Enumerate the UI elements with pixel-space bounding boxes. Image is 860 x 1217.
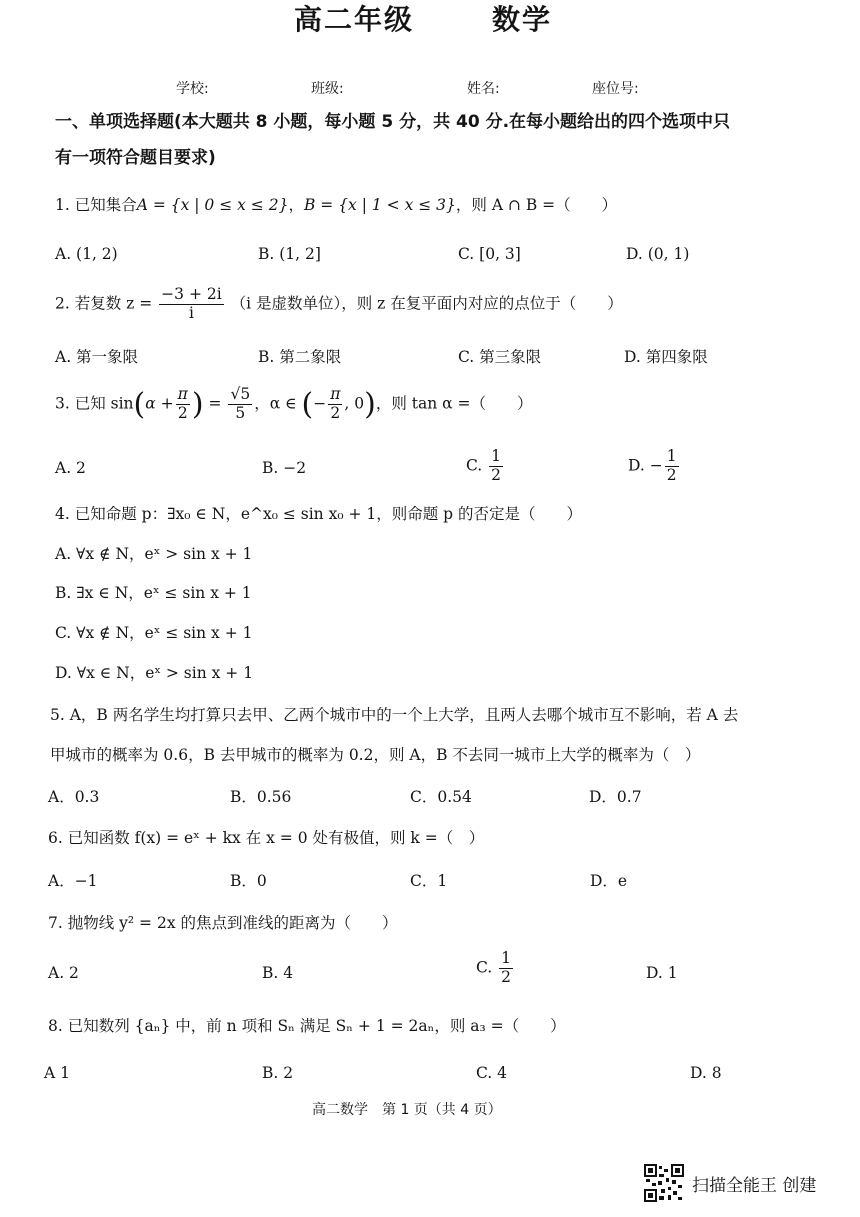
question-8-option-b: B. 2	[262, 1064, 294, 1082]
question-6-option-d: D．e	[590, 872, 628, 890]
question-2-stem: 2. 若复数 z = $\frac{-3 + 2i}{i}$ （i 是虚数单位），则 z 在复平面内对应的点位于（ ）	[55, 285, 623, 322]
question-5-option-b: B．0.56	[230, 788, 292, 806]
question-5-option-c: C．0.54	[410, 788, 472, 806]
question-3-option-d: D. − $\frac{1}{2}$	[628, 447, 677, 484]
question-4-option-b: B. ∃x ∈ N，eˣ ≤ sin x + 1	[55, 584, 252, 602]
school-field-label: 学校:	[176, 81, 209, 97]
seat-field-label: 座位号:	[592, 81, 639, 97]
question-4-option-a: A. ∀x ∉ N，eˣ > sin x + 1	[55, 545, 253, 563]
name-field-label: 姓名:	[467, 81, 500, 97]
question-7-option-b: B. 4	[262, 964, 294, 982]
exam-subject-title: 数学	[492, 3, 553, 36]
question-3-option-b: B. −2	[262, 459, 307, 477]
question-1-option-d: D. (0, 1)	[626, 245, 690, 263]
question-7-stem: 7. 抛物线 y² = 2x 的焦点到准线的距离为（ ）	[48, 914, 398, 932]
question-5-stem-line2: 甲城市的概率为 0.6，B 去甲城市的概率为 0.2，则 A，B 不去同一城市上大学的概率为（ ）	[50, 746, 701, 764]
question-8-option-c: C. 4	[476, 1064, 508, 1082]
question-5-option-d: D．0.7	[589, 788, 642, 806]
question-7-option-a: A. 2	[48, 964, 79, 982]
section-header-line1: 一、单项选择题(本大题共 8 小题，每小题 5 分，共 40 分.在每小题给出的四个选项中只	[55, 112, 731, 132]
question-2-fraction: $\frac{-3 + 2i}{i}$	[161, 285, 222, 322]
question-8-option-d: D. 8	[690, 1064, 722, 1082]
question-6-stem: 6. 已知函数 f(x) = eˣ + kx 在 x = 0 处有极值，则 k =（ ）	[48, 829, 485, 847]
question-2-option-d: D. 第四象限	[624, 348, 708, 366]
section-header-line2: 有一项符合题目要求)	[55, 148, 216, 168]
question-8-option-a: A 1	[44, 1064, 70, 1082]
question-4-option-c: C. ∀x ∉ N，eˣ ≤ sin x + 1	[55, 624, 253, 642]
question-8-stem: 8. 已知数列 {aₙ} 中，前 n 项和 Sₙ 满足 Sₙ + 1 = 2aₙ，则 a₃ =（ ）	[48, 1017, 566, 1035]
question-2-option-b: B. 第二象限	[258, 348, 342, 366]
class-field-label: 班级:	[311, 81, 344, 97]
question-2-option-a: A. 第一象限	[55, 348, 139, 366]
question-6-option-a: A．−1	[48, 872, 98, 890]
question-1-option-c: C. [0, 3]	[458, 245, 521, 263]
qr-code-icon	[644, 1164, 684, 1202]
question-5-stem-line1: 5. A，B 两名学生均打算只去甲、乙两个城市中的一个上大学，且两人去哪个城市互不影响，若 A 去	[50, 706, 739, 724]
question-6-option-c: C．1	[410, 872, 448, 890]
page-footer: 高二数学 第 1 页（共 4 页）	[312, 1102, 502, 1118]
question-7-option-d: D. 1	[646, 964, 678, 982]
question-3-option-c: C. $\frac{1}{2}$	[466, 447, 502, 484]
exam-grade-title: 高二年级	[294, 3, 415, 36]
question-4-stem: 4. 已知命题 p：∃x₀ ∈ N，e^x₀ ≤ sin x₀ + 1，则命题 p 的否定是（ ）	[55, 505, 583, 523]
question-7-option-c: C. $\frac{1}{2}$	[476, 949, 512, 986]
question-2-option-c: C. 第三象限	[458, 348, 542, 366]
question-3-stem: 3. 已知 sin(α + $\frac{\pi}{2}$ ) = $\frac{√5}{5}$ ，α ∈ (− $\frac{\pi}{2}$ , 0)，则 tan α =（ ）	[55, 385, 533, 422]
question-4-option-d: D. ∀x ∈ N，eˣ > sin x + 1	[55, 664, 254, 682]
scanner-watermark-text: 扫描全能王 创建	[692, 1176, 817, 1196]
question-1-option-a: A. (1, 2)	[55, 245, 118, 263]
question-3-option-a: A. 2	[55, 459, 86, 477]
question-1-option-b: B. (1, 2]	[258, 245, 321, 263]
question-5-option-a: A．0.3	[48, 788, 100, 806]
question-6-option-b: B．0	[230, 872, 267, 890]
question-1-stem: 1. 已知集合A = {x | 0 ≤ x ≤ 2}，B = {x | 1 < x ≤ 3}，则 A ∩ B =（ ）	[55, 196, 618, 214]
